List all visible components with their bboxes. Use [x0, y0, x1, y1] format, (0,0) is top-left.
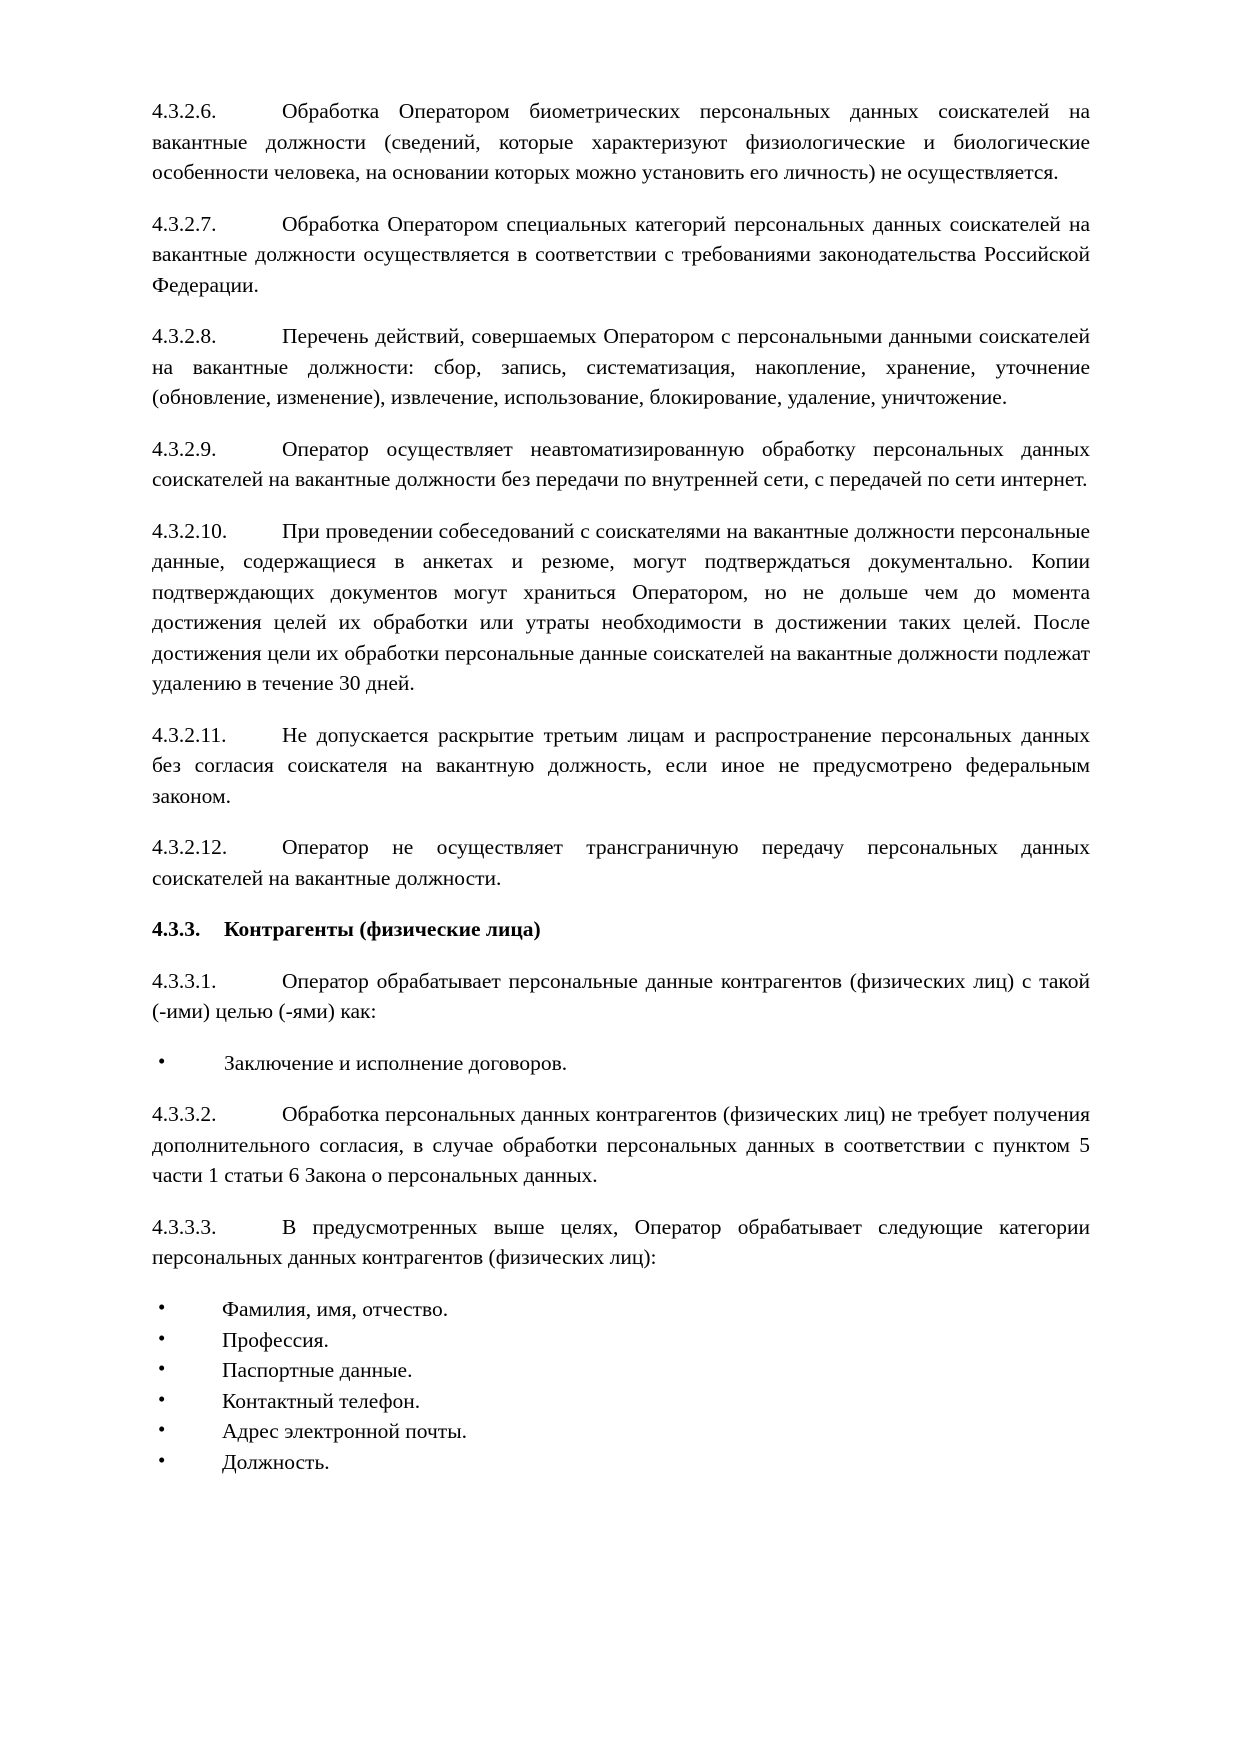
paragraph-number: 4.3.2.7.	[152, 211, 217, 236]
paragraph-number: 4.3.2.6.	[152, 99, 217, 123]
paragraph-text: Оператор осуществляет неавтоматизированную обработку персональных данных соискателей на вакантные должности без передачи по внутренней сети, с передачей по сети интернет.	[152, 436, 1090, 492]
paragraph-text: Обработка Оператором специальных категорий персональных данных соискателей на вакантные должности осуществляется в соответствии с требованиями законодательства Российской Федерации.	[152, 211, 1090, 297]
paragraph-number: 4.3.3.3.	[152, 1214, 217, 1239]
paragraph-text: Обработка персональных данных контрагентов (физических лиц) не требует получения дополнительного согласия, в случае обработки персональных данных в соответствии с пунктом 5 части 1 статьи 6 Закона о персональных данных.	[152, 1102, 1090, 1188]
paragraph-4-3-2-8	[152, 321, 1090, 413]
paragraph-number: 4.3.2.11.	[152, 722, 227, 747]
list-item: • Заключение и исполнение договоров.	[152, 1048, 1090, 1079]
purposes-list	[152, 1048, 1090, 1079]
paragraph-number: 4.3.2.10.	[152, 518, 228, 543]
paragraph-4-3-3-1	[152, 966, 1090, 1027]
categories-list	[152, 1294, 1090, 1477]
paragraph-text: Оператор обрабатывает персональные данные контрагентов (физических лиц) с такой (-ими) целью (-ями) как:	[152, 968, 1090, 1024]
list-item: • Контактный телефон.	[152, 1386, 1090, 1417]
paragraph-text: При проведении собеседований с соискателями на вакантные должности персональные данные, содержащиеся в анкетах и резюме, могут подтверждаться документально. Копии подтверждающих документов могут храниться Оператором, но не дольше чем до момента достижения целей их обработки или утраты необходимости в достижении таких целей. После достижения цели их обработки персональные данные соискателей на вакантные должности подлежат удалению в течение 30 дней.	[152, 518, 1090, 696]
paragraph-4-3-2-6	[152, 96, 1090, 188]
section-heading-number: 4.3.3.	[152, 917, 201, 942]
paragraph-4-3-2-11	[152, 720, 1090, 812]
paragraph-number: 4.3.2.12.	[152, 835, 228, 860]
section-heading-title: Контрагенты (физические лица)	[224, 917, 541, 942]
paragraph-4-3-2-12	[152, 832, 1090, 893]
paragraph-text: Перечень действий, совершаемых Оператором с персональными данными соискателей на вакантные должности: сбор, запись, систематизация, накопление, хранение, уточнение (обновление, изменение), извлечение, использование, блокирование, удаление, уничтожение.	[152, 324, 1090, 410]
list-item: • Должность.	[152, 1447, 1090, 1478]
paragraph-number: 4.3.2.8.	[152, 324, 217, 349]
list-item: • Фамилия, имя, отчество.	[152, 1294, 1090, 1325]
paragraph-number: 4.3.2.9.	[152, 436, 217, 461]
paragraph-4-3-2-10	[152, 516, 1090, 699]
paragraph-text: В предусмотренных выше целях, Оператор обрабатывает следующие категории персональных данных контрагентов (физических лиц):	[152, 1214, 1090, 1270]
paragraph-4-3-2-9	[152, 434, 1090, 495]
paragraph-text: Оператор не осуществляет трансграничную передачу персональных данных соискателей на вакантные должности.	[152, 835, 1090, 890]
paragraph-4-3-2-7	[152, 209, 1090, 301]
paragraph-number: 4.3.3.2.	[152, 1102, 217, 1127]
paragraph-4-3-3-3	[152, 1212, 1090, 1273]
list-item: • Адрес электронной почты.	[152, 1416, 1090, 1447]
paragraph-text: Обработка Оператором биометрических персональных данных соискателей на вакантные должности (сведений, которые характеризуют физиологические и биологические особенности человека, на основании которых можно установить его личность) не осуществляется.	[152, 99, 1090, 185]
paragraph-text: Не допускается раскрытие третьим лицам и распространение персональных данных без согласия соискателя на вакантную должность, если иное не предусмотрено федеральным законом.	[152, 722, 1090, 808]
paragraph-number: 4.3.3.1.	[152, 968, 217, 993]
list-item: • Паспортные данные.	[152, 1355, 1090, 1386]
section-heading-4-3-3	[152, 914, 1090, 945]
paragraph-4-3-3-2	[152, 1099, 1090, 1191]
list-item: • Профессия.	[152, 1325, 1090, 1356]
